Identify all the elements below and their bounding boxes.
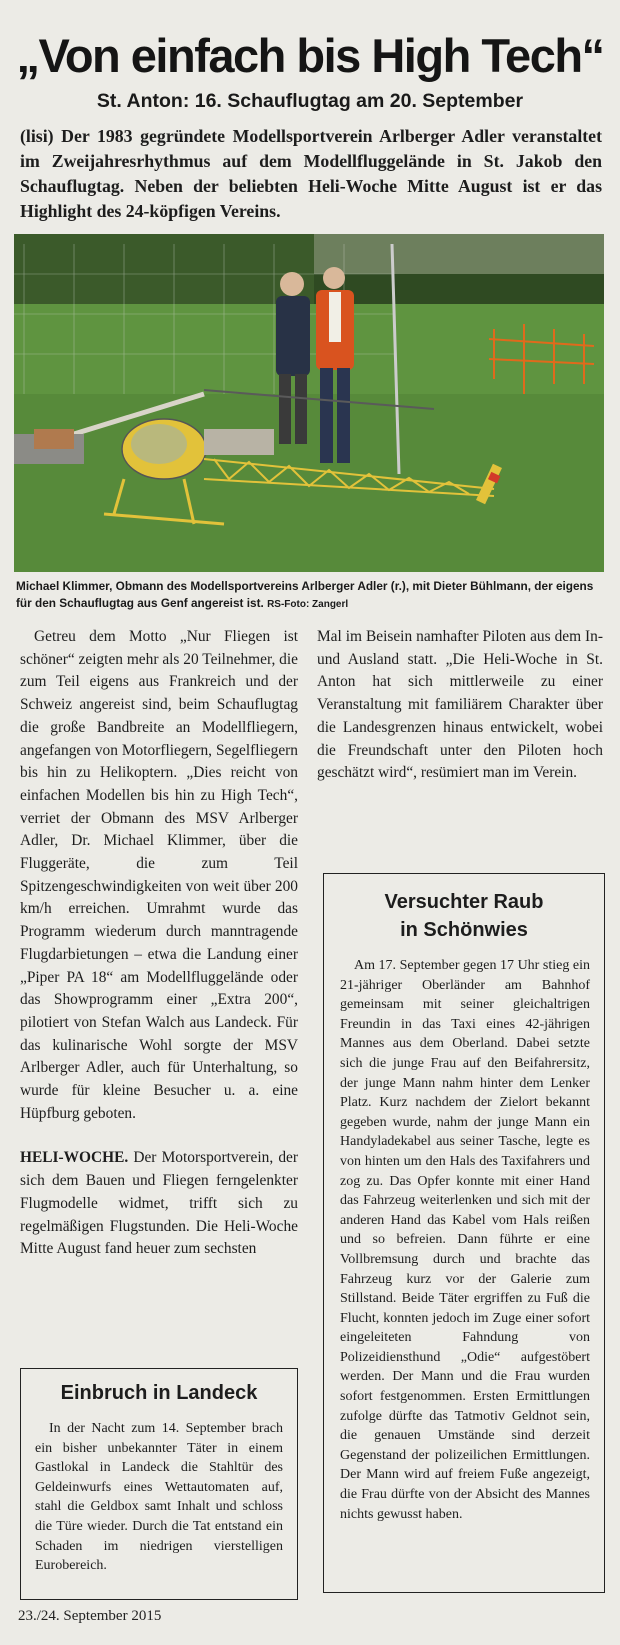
box-raub-title-line1: Versuchter Raub [384,891,544,913]
box-raub-text: Am 17. September gegen 17 Uhr stieg ein 21-jähriger Oberländer am Bahnhof gemeinsam mit seiner gleichaltrigen Freundin in das Taxi eines 42-jährigen Mannes aus dem Oberland. Dabei setzte sich die junge Frau auf den Beifahrersitz, der junge Mann nahm hinter dem Lenker Platz. Kurz nachdem der Zielort bekannt gegeben wurde, nahm der junge Mann ein Handyladekabel aus seiner Tasche, legte es von hinten um den Hals des Taxifahrers und zog zu. Das Opfer konnte mit einer Hand das Fahrzeug weiterlenken und sich mit der anderen Hand das Kabel vom Hals reißen und so befreien. Dann führte er eine Vollbremsung durch und brachte das Fahrzeug kurz vor der Galerie zum Stillstand. Beide Täter ergriffen zu Fuß die Flucht, konnten jedoch im Zuge einer sofort eingeleiteten Fahndung von Polizeidiensthund „Odie“ aufgestöbert werden. Der Mann und die Frau wurden sofort festgenommen. Ersten Ermittlungen zufolge dürfte das Tatmotiv Geldnot sein, die genauen Umstände sind derzeit Gegenstand der polizeilichen Ermittlungen. Der Mann wird auf freiem Fuße angezeigt, die Frau dürfte von der Absicht des Mannes nichts gewusst haben. [340,958,590,1522]
photo-credit: RS-Foto: Zangerl [267,599,349,610]
intro-paragraph: (lisi) Der 1983 gegründete Modellsportverein Arlberger Adler veranstaltet im Zweijahresrhythmus auf dem Modellfluggelände in St. Jakob den Schauflugtag. Neben der beliebten Heli-Woche Mitte August ist er das Highlight des 24-köpfigen Vereins. [20,126,602,221]
box-einbruch-text: In der Nacht zum 14. September brach ein bisher unbekannter Täter in einem Gastlokal in Landeck die Stahltür des Geldeinwurfs eines Wettautomaten auf, stahl die Geldbox samt Inhalt und schloss die Türe wieder. Durch die Tat entstand ein Schaden im niedrigen vierstelligen Eurobereich. [35,1421,283,1574]
headline: „Von einfach bis High Tech“ [16,29,604,82]
box-einbruch-title: Einbruch in Landeck [60,1382,258,1404]
photo-helicopter-model [14,234,604,572]
box-raub-title [324,888,604,944]
box-raub-title-line2: in Schönwies [400,919,528,941]
heli-text: Der Motorsportverein, der sich dem Bauen und Fliegen ferngelenkter Flugmodelle widmet, trifft sich zu regelmäßigen Flugstunden. Die Heli-Woche Mitte August fand heuer zum sechsten [20,1149,298,1258]
caption-text: Michael Klimmer, Obmann des Modellsportvereins Arlberger Adler (r.), mit Dieter Bühlmann, der eigens für den Schauflugtag aus Genf angereist ist. [16,579,594,610]
article-paragraph-heli [20,1147,298,1261]
news-box-raub [323,873,605,1593]
heli-lead: HELI-WOCHE. [20,1149,129,1167]
article-column-left [20,626,298,1261]
photo-caption [16,578,606,613]
subheadline: St. Anton: 16. Schauflugtag am 20. September [96,90,524,112]
article-column-right [317,626,603,785]
news-box-einbruch [20,1368,298,1600]
article-paragraph-continued: Mal im Beisein namhafter Piloten aus dem In- und Ausland statt. „Die Heli-Woche in St. Anton hat sich mittlerweile zu einer Veranstaltung mit familiärem Charakter über die Landesgrenzen hinaus entwickelt, wobei die Freundschaft unter den Piloten hoch geschätzt wird“, resümiert man im Verein. [317,628,603,782]
photo-illustration [14,234,604,572]
article-paragraph: Getreu dem Motto „Nur Fliegen ist schöner“ zeigten mehr als 20 Teilnehmer, die zum Teil eigens aus Frankreich und der Schweiz angereist sind, beim Schauflugtag die große Bandbreite an Modellfliegern, angefangen von Motorfliegern, Segelfliegern bis hin zu Helikoptern. „Dies reicht von einfachen Modellen bis hin zu High Tech“, verriet der Obmann des MSV Arlberger Adler, Dr. Michael Klimmer, über die Fluggeräte, die zum Teil Spitzengeschwindigkeiten von weit über 200 km/h erreichen. Umrahmt wurde das Programm wiederum durch manntragende Flugdarbietungen – etwa die Landung einer „Piper PA 18“ am Modellfluggelände oder das Showprogramm einer „Extra 200“, pilotiert von Stefan Walch aus Landeck. Für das kulinarische Wohl sorgte der MSV Arlberger Adler, auch für Unterhaltung, so wurde für kleine Besucher u. a. eine Hüpfburg geboten. [20,628,298,1122]
issue-date: 23./24. September 2015 [18,1608,162,1624]
